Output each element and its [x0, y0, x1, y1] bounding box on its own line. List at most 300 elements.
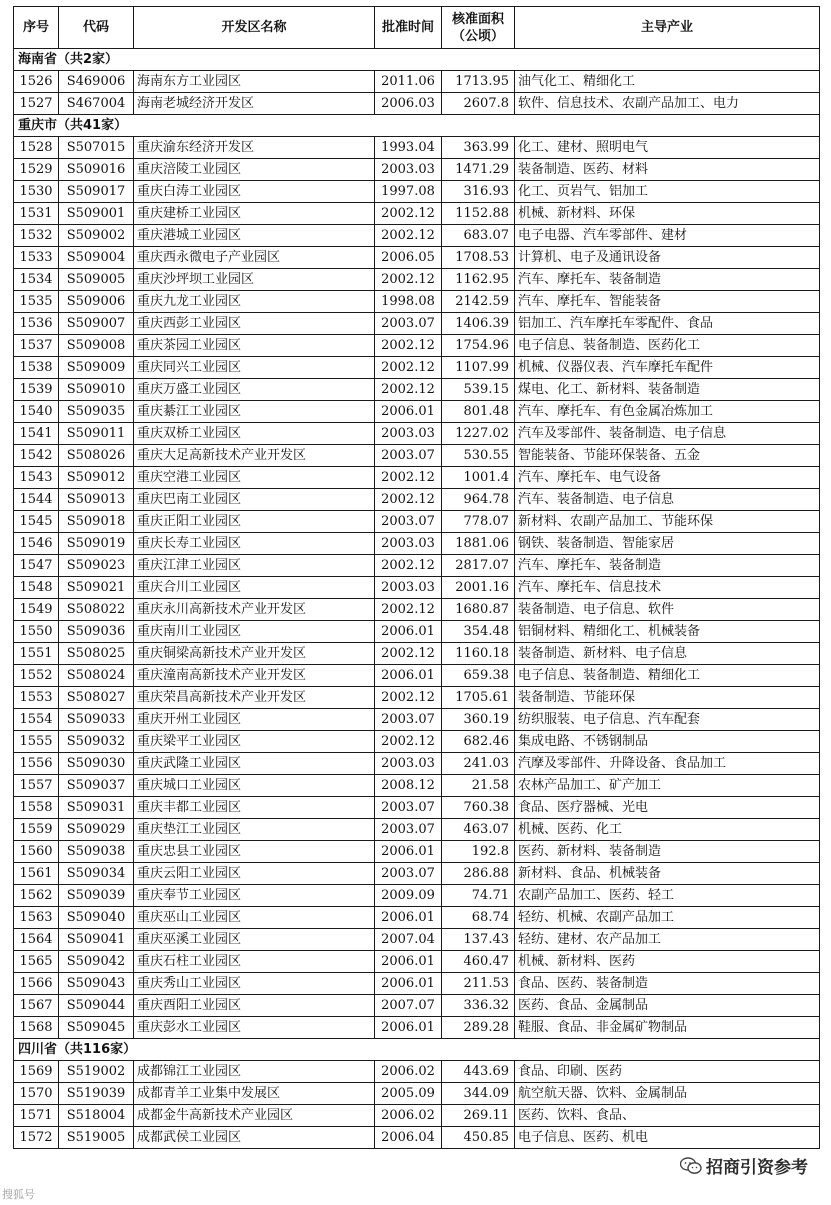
cell-seq: 1559	[14, 819, 59, 841]
cell-seq: 1545	[14, 511, 59, 533]
table-row	[14, 269, 820, 291]
cell-date: 2006.01	[375, 951, 442, 973]
cell-name: 重庆正阳工业园区	[134, 511, 375, 533]
cell-area: 68.74	[442, 907, 515, 929]
cell-name: 重庆西永微电子产业园区	[134, 247, 375, 269]
cell-industry: 医药、食品、金属制品	[515, 995, 820, 1017]
cell-industry: 煤电、化工、新材料、装备制造	[515, 379, 820, 401]
cell-seq: 1547	[14, 555, 59, 577]
cell-code: S509017	[59, 181, 134, 203]
cell-seq: 1530	[14, 181, 59, 203]
cell-industry: 航空航天器、饮料、金属制品	[515, 1083, 820, 1105]
cell-date: 2002.12	[375, 379, 442, 401]
table-row	[14, 841, 820, 863]
cell-name: 重庆沙坪坝工业园区	[134, 269, 375, 291]
table-row	[14, 71, 820, 93]
cell-seq: 1552	[14, 665, 59, 687]
cell-code: S509042	[59, 951, 134, 973]
table-row	[14, 379, 820, 401]
cell-industry: 钢铁、装备制造、智能家居	[515, 533, 820, 555]
table-row	[14, 203, 820, 225]
cell-industry: 化工、页岩气、铝加工	[515, 181, 820, 203]
cell-date: 2006.03	[375, 93, 442, 115]
cell-code: S509001	[59, 203, 134, 225]
cell-date: 2006.01	[375, 665, 442, 687]
cell-industry: 鞋服、食品、非金属矿物制品	[515, 1017, 820, 1039]
cell-seq: 1532	[14, 225, 59, 247]
cell-date: 2002.12	[375, 489, 442, 511]
province-group-title: 四川省（共116家）	[14, 1039, 820, 1061]
cell-seq: 1567	[14, 995, 59, 1017]
cell-industry: 机械、医药、化工	[515, 819, 820, 841]
cell-industry: 轻纺、机械、农副产品加工	[515, 907, 820, 929]
cell-seq: 1537	[14, 335, 59, 357]
cell-name: 重庆大足高新技术产业开发区	[134, 445, 375, 467]
cell-seq: 1568	[14, 1017, 59, 1039]
table-row	[14, 137, 820, 159]
table-row	[14, 687, 820, 709]
cell-code: S509011	[59, 423, 134, 445]
cell-industry: 机械、新材料、环保	[515, 203, 820, 225]
cell-code: S467004	[59, 93, 134, 115]
table-row	[14, 599, 820, 621]
table-row	[14, 973, 820, 995]
cell-code: S509010	[59, 379, 134, 401]
cell-name: 重庆垫江工业园区	[134, 819, 375, 841]
cell-name: 重庆綦江工业园区	[134, 401, 375, 423]
cell-industry: 汽车、摩托车、装备制造	[515, 269, 820, 291]
cell-seq: 1533	[14, 247, 59, 269]
cell-name: 重庆石柱工业园区	[134, 951, 375, 973]
province-group-row	[14, 115, 820, 137]
cell-name: 重庆丰都工业园区	[134, 797, 375, 819]
cell-code: S519039	[59, 1083, 134, 1105]
cell-name: 重庆空港工业园区	[134, 467, 375, 489]
cell-code: S509034	[59, 863, 134, 885]
cell-date: 2003.07	[375, 819, 442, 841]
cell-area: 1001.4	[442, 467, 515, 489]
cell-name: 重庆奉节工业园区	[134, 885, 375, 907]
cell-industry: 机械、新材料、医药	[515, 951, 820, 973]
table-row	[14, 225, 820, 247]
cell-date: 2009.09	[375, 885, 442, 907]
cell-industry: 农林产品加工、矿产加工	[515, 775, 820, 797]
cell-name: 重庆荣昌高新技术产业开发区	[134, 687, 375, 709]
cell-industry: 计算机、电子及通讯设备	[515, 247, 820, 269]
cell-code: S509035	[59, 401, 134, 423]
watermark-text: 招商引资参考	[706, 1158, 808, 1178]
cell-name: 海南东方工业园区	[134, 71, 375, 93]
cell-date: 2002.12	[375, 357, 442, 379]
table-row	[14, 907, 820, 929]
cell-seq: 1565	[14, 951, 59, 973]
cell-name: 重庆合川工业园区	[134, 577, 375, 599]
cell-seq: 1558	[14, 797, 59, 819]
cell-seq: 1555	[14, 731, 59, 753]
cell-area: 1708.53	[442, 247, 515, 269]
table-row	[14, 995, 820, 1017]
cell-industry: 汽车及零部件、装备制造、电子信息	[515, 423, 820, 445]
cell-code: S509032	[59, 731, 134, 753]
cell-industry: 油气化工、精细化工	[515, 71, 820, 93]
cell-industry: 汽车、装备制造、电子信息	[515, 489, 820, 511]
cell-area: 682.46	[442, 731, 515, 753]
cell-industry: 集成电路、不锈钢制品	[515, 731, 820, 753]
cell-name: 重庆铜梁高新技术产业开发区	[134, 643, 375, 665]
cell-date: 2003.03	[375, 423, 442, 445]
cell-area: 289.28	[442, 1017, 515, 1039]
cell-date: 2006.02	[375, 1105, 442, 1127]
table-row	[14, 1083, 820, 1105]
cell-date: 2003.07	[375, 511, 442, 533]
cell-date: 2002.12	[375, 687, 442, 709]
cell-name: 重庆茶园工业园区	[134, 335, 375, 357]
source-watermark: 搜狐号	[2, 1188, 35, 1201]
cell-area: 21.58	[442, 775, 515, 797]
cell-area: 137.43	[442, 929, 515, 951]
header-date: 批准时间	[375, 7, 442, 49]
cell-area: 1754.96	[442, 335, 515, 357]
cell-code: S509016	[59, 159, 134, 181]
cell-industry: 医药、新材料、装备制造	[515, 841, 820, 863]
cell-code: S509043	[59, 973, 134, 995]
cell-name: 重庆城口工业园区	[134, 775, 375, 797]
cell-name: 重庆忠县工业园区	[134, 841, 375, 863]
cell-date: 1993.04	[375, 137, 442, 159]
cell-area: 443.69	[442, 1061, 515, 1083]
cell-area: 530.55	[442, 445, 515, 467]
cell-area: 801.48	[442, 401, 515, 423]
cell-industry: 电子信息、装备制造、医药化工	[515, 335, 820, 357]
cell-industry: 装备制造、医药、材料	[515, 159, 820, 181]
table-row	[14, 709, 820, 731]
cell-date: 2003.03	[375, 159, 442, 181]
table-row	[14, 731, 820, 753]
table-row	[14, 775, 820, 797]
cell-name: 重庆建桥工业园区	[134, 203, 375, 225]
cell-date: 2003.03	[375, 533, 442, 555]
cell-seq: 1531	[14, 203, 59, 225]
cell-date: 2002.12	[375, 555, 442, 577]
cell-area: 1713.95	[442, 71, 515, 93]
cell-code: S509005	[59, 269, 134, 291]
table-row	[14, 159, 820, 181]
cell-industry: 新材料、食品、机械装备	[515, 863, 820, 885]
cell-code: S509002	[59, 225, 134, 247]
cell-area: 316.93	[442, 181, 515, 203]
cell-name: 重庆白涛工业园区	[134, 181, 375, 203]
table-row	[14, 489, 820, 511]
cell-seq: 1560	[14, 841, 59, 863]
table-row	[14, 885, 820, 907]
cell-area: 964.78	[442, 489, 515, 511]
cell-name: 重庆永川高新技术产业开发区	[134, 599, 375, 621]
cell-area: 241.03	[442, 753, 515, 775]
cell-date: 2003.03	[375, 577, 442, 599]
cell-seq: 1528	[14, 137, 59, 159]
cell-industry: 新材料、农副产品加工、节能环保	[515, 511, 820, 533]
cell-industry: 食品、印刷、医药	[515, 1061, 820, 1083]
cell-seq: 1557	[14, 775, 59, 797]
cell-area: 1152.88	[442, 203, 515, 225]
cell-code: S509019	[59, 533, 134, 555]
cell-date: 1997.08	[375, 181, 442, 203]
cell-area: 192.8	[442, 841, 515, 863]
cell-code: S509040	[59, 907, 134, 929]
cell-date: 2006.05	[375, 247, 442, 269]
cell-industry: 汽车、摩托车、有色金属冶炼加工	[515, 401, 820, 423]
header-name: 开发区名称	[134, 7, 375, 49]
cell-name: 重庆梁平工业园区	[134, 731, 375, 753]
cell-area: 1160.18	[442, 643, 515, 665]
cell-name: 重庆江津工业园区	[134, 555, 375, 577]
cell-seq: 1572	[14, 1127, 59, 1149]
cell-date: 2007.07	[375, 995, 442, 1017]
cell-date: 2006.01	[375, 907, 442, 929]
cell-industry: 软件、信息技术、农副产品加工、电力	[515, 93, 820, 115]
cell-code: S509007	[59, 313, 134, 335]
cell-area: 460.47	[442, 951, 515, 973]
cell-industry: 铝铜材料、精细化工、机械装备	[515, 621, 820, 643]
header-area	[442, 7, 515, 49]
table-row	[14, 445, 820, 467]
table-row	[14, 423, 820, 445]
province-group-row	[14, 1039, 820, 1061]
cell-date: 2006.01	[375, 1017, 442, 1039]
cell-code: S509030	[59, 753, 134, 775]
cell-date: 2002.12	[375, 599, 442, 621]
cell-date: 2006.04	[375, 1127, 442, 1149]
cell-date: 2002.12	[375, 203, 442, 225]
cell-seq: 1538	[14, 357, 59, 379]
cell-name: 重庆巫溪工业园区	[134, 929, 375, 951]
cell-area: 269.11	[442, 1105, 515, 1127]
cell-area: 760.38	[442, 797, 515, 819]
cell-seq: 1569	[14, 1061, 59, 1083]
table-row	[14, 951, 820, 973]
cell-area: 286.88	[442, 863, 515, 885]
cell-seq: 1549	[14, 599, 59, 621]
table-row	[14, 643, 820, 665]
cell-name: 重庆双桥工业园区	[134, 423, 375, 445]
cell-industry: 电子电器、汽车零部件、建材	[515, 225, 820, 247]
cell-seq: 1563	[14, 907, 59, 929]
cell-industry: 食品、医疗器械、光电	[515, 797, 820, 819]
cell-name: 重庆长寿工业园区	[134, 533, 375, 555]
province-group-row	[14, 49, 820, 71]
cell-name: 重庆潼南高新技术产业开发区	[134, 665, 375, 687]
cell-industry: 农副产品加工、医药、轻工	[515, 885, 820, 907]
cell-area: 659.38	[442, 665, 515, 687]
table-row	[14, 467, 820, 489]
cell-date: 1998.08	[375, 291, 442, 313]
cell-code: S509009	[59, 357, 134, 379]
cell-date: 2003.07	[375, 313, 442, 335]
cell-code: S508025	[59, 643, 134, 665]
cell-seq: 1540	[14, 401, 59, 423]
table-row	[14, 93, 820, 115]
cell-date: 2002.12	[375, 225, 442, 247]
table-row	[14, 313, 820, 335]
header-industry: 主导产业	[515, 7, 820, 49]
cell-seq: 1566	[14, 973, 59, 995]
table-row	[14, 819, 820, 841]
cell-area: 1162.95	[442, 269, 515, 291]
table-header-row	[14, 7, 820, 49]
cell-code: S509038	[59, 841, 134, 863]
cell-seq: 1539	[14, 379, 59, 401]
cell-date: 2006.01	[375, 841, 442, 863]
cell-code: S509036	[59, 621, 134, 643]
cell-date: 2006.02	[375, 1061, 442, 1083]
cell-area: 683.07	[442, 225, 515, 247]
cell-industry: 轻纺、建材、农产品加工	[515, 929, 820, 951]
cell-name: 海南老城经济开发区	[134, 93, 375, 115]
cell-area: 1107.99	[442, 357, 515, 379]
header-code: 代码	[59, 7, 134, 49]
cell-name: 重庆同兴工业园区	[134, 357, 375, 379]
development-zone-table	[13, 6, 820, 1149]
cell-date: 2006.01	[375, 401, 442, 423]
cell-code: S509012	[59, 467, 134, 489]
cell-name: 重庆彭水工业园区	[134, 1017, 375, 1039]
cell-seq: 1536	[14, 313, 59, 335]
cell-seq: 1529	[14, 159, 59, 181]
cell-name: 重庆西彭工业园区	[134, 313, 375, 335]
cell-name: 重庆巴南工业园区	[134, 489, 375, 511]
cell-area: 463.07	[442, 819, 515, 841]
cell-industry: 汽车、摩托车、装备制造	[515, 555, 820, 577]
cell-code: S509029	[59, 819, 134, 841]
cell-date: 2011.06	[375, 71, 442, 93]
cell-date: 2002.12	[375, 467, 442, 489]
cell-name: 重庆巫山工业园区	[134, 907, 375, 929]
cell-date: 2007.04	[375, 929, 442, 951]
cell-code: S518004	[59, 1105, 134, 1127]
table-row	[14, 401, 820, 423]
cell-name: 重庆秀山工业园区	[134, 973, 375, 995]
table-row	[14, 181, 820, 203]
cell-area: 354.48	[442, 621, 515, 643]
cell-area: 2607.8	[442, 93, 515, 115]
cell-area: 1227.02	[442, 423, 515, 445]
cell-name: 重庆涪陵工业园区	[134, 159, 375, 181]
cell-date: 2002.12	[375, 269, 442, 291]
table-row	[14, 291, 820, 313]
cell-seq: 1543	[14, 467, 59, 489]
cell-industry: 铝加工、汽车摩托车零配件、食品	[515, 313, 820, 335]
cell-area: 2817.07	[442, 555, 515, 577]
cell-area: 450.85	[442, 1127, 515, 1149]
cell-industry: 汽摩及零部件、升降设备、食品加工	[515, 753, 820, 775]
cell-code: S519002	[59, 1061, 134, 1083]
table-row	[14, 555, 820, 577]
cell-code: S509004	[59, 247, 134, 269]
cell-seq: 1561	[14, 863, 59, 885]
table-row	[14, 621, 820, 643]
cell-area: 1881.06	[442, 533, 515, 555]
cell-name: 重庆渝东经济开发区	[134, 137, 375, 159]
cell-seq: 1570	[14, 1083, 59, 1105]
cell-industry: 电子信息、装备制造、精细化工	[515, 665, 820, 687]
cell-name: 重庆九龙工业园区	[134, 291, 375, 313]
cell-code: S509008	[59, 335, 134, 357]
cell-industry: 纺织服装、电子信息、汽车配套	[515, 709, 820, 731]
cell-code: S508026	[59, 445, 134, 467]
cell-industry: 电子信息、医药、机电	[515, 1127, 820, 1149]
cell-code: S509006	[59, 291, 134, 313]
cell-name: 重庆港城工业园区	[134, 225, 375, 247]
cell-date: 2003.07	[375, 863, 442, 885]
cell-area: 539.15	[442, 379, 515, 401]
cell-date: 2002.12	[375, 335, 442, 357]
cell-seq: 1564	[14, 929, 59, 951]
cell-date: 2002.12	[375, 731, 442, 753]
cell-date: 2003.03	[375, 753, 442, 775]
cell-date: 2002.12	[375, 643, 442, 665]
cell-area: 1705.61	[442, 687, 515, 709]
cell-industry: 食品、医药、装备制造	[515, 973, 820, 995]
cell-name: 成都金牛高新技术产业园区	[134, 1105, 375, 1127]
cell-seq: 1550	[14, 621, 59, 643]
cell-industry: 装备制造、新材料、电子信息	[515, 643, 820, 665]
cell-area: 2142.59	[442, 291, 515, 313]
cell-industry: 医药、饮料、食品、	[515, 1105, 820, 1127]
cell-code: S509033	[59, 709, 134, 731]
cell-area: 1471.29	[442, 159, 515, 181]
cell-code: S507015	[59, 137, 134, 159]
table-row	[14, 753, 820, 775]
cell-area: 336.32	[442, 995, 515, 1017]
table-row	[14, 511, 820, 533]
cell-code: S509021	[59, 577, 134, 599]
cell-name: 重庆万盛工业园区	[134, 379, 375, 401]
cell-code: S508022	[59, 599, 134, 621]
cell-industry: 装备制造、节能环保	[515, 687, 820, 709]
header-seq: 序号	[14, 7, 59, 49]
cell-seq: 1548	[14, 577, 59, 599]
table-row	[14, 247, 820, 269]
table-row	[14, 533, 820, 555]
cell-industry: 机械、仪器仪表、汽车摩托车配件	[515, 357, 820, 379]
cell-industry: 智能装备、节能环保装备、五金	[515, 445, 820, 467]
cell-name: 重庆酉阳工业园区	[134, 995, 375, 1017]
cell-area: 360.19	[442, 709, 515, 731]
table-row	[14, 335, 820, 357]
cell-seq: 1546	[14, 533, 59, 555]
cell-name: 成都锦江工业园区	[134, 1061, 375, 1083]
cell-name: 重庆南川工业园区	[134, 621, 375, 643]
cell-name: 重庆云阳工业园区	[134, 863, 375, 885]
cell-date: 2005.09	[375, 1083, 442, 1105]
cell-seq: 1526	[14, 71, 59, 93]
cell-area: 363.99	[442, 137, 515, 159]
cell-code: S509013	[59, 489, 134, 511]
cell-seq: 1527	[14, 93, 59, 115]
cell-name: 重庆开州工业园区	[134, 709, 375, 731]
cell-seq: 1554	[14, 709, 59, 731]
table-row	[14, 1105, 820, 1127]
cell-seq: 1556	[14, 753, 59, 775]
cell-code: S509018	[59, 511, 134, 533]
account-watermark	[677, 1153, 811, 1178]
cell-area: 211.53	[442, 973, 515, 995]
cell-date: 2006.01	[375, 621, 442, 643]
cell-code: S509041	[59, 929, 134, 951]
cell-seq: 1571	[14, 1105, 59, 1127]
table-row	[14, 577, 820, 599]
table-row	[14, 1127, 820, 1149]
